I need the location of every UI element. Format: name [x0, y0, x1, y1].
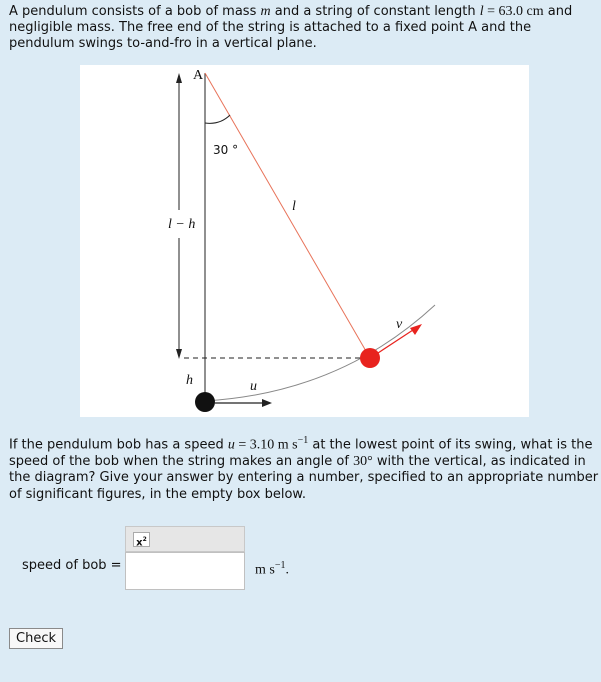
pendulum-svg — [80, 65, 529, 417]
length-symbol: l — [479, 4, 484, 19]
angle-value: 30° — [353, 453, 373, 469]
check-button[interactable]: Check — [9, 628, 63, 649]
u-arrowhead — [262, 399, 272, 407]
string-length-label: l — [292, 199, 296, 214]
answer-unit: m $s^{-1}$. — [255, 560, 289, 578]
question-intro: A pendulum consists of a bob of mass m and a string of constant length l = 63.0 cm and negligible mass. The free end of the string is attached to a fixed point A and the pendulum swings to-and-fro in a vertical plane. — [9, 4, 573, 51]
speed-value: = 3.10 m s — [234, 437, 298, 453]
h-label: h — [186, 373, 193, 388]
speed-exponent: −1 — [297, 435, 309, 446]
answer-label: speed of bob = — [22, 558, 122, 573]
speed-answer-input[interactable] — [125, 552, 245, 590]
answer-toolbar — [125, 526, 245, 552]
speed-symbol: u — [227, 437, 235, 453]
bob-lowest — [195, 392, 215, 412]
label-A: A — [193, 68, 204, 83]
v-arrowhead — [410, 324, 422, 335]
superscript-button[interactable]: $x^2$ — [133, 532, 150, 547]
bob-raised — [360, 348, 380, 368]
pendulum-diagram — [80, 65, 529, 417]
mass-symbol: m — [260, 4, 271, 19]
u-label: u — [250, 379, 257, 394]
l-minus-h-arrowhead-bottom — [176, 349, 182, 359]
l-minus-h-label: l − h — [168, 217, 196, 232]
v-label: v — [396, 317, 403, 332]
length-value: = 63.0 cm — [483, 4, 544, 19]
l-minus-h-arrowhead-top — [176, 73, 182, 83]
angle-label: 30 ° — [213, 143, 239, 157]
question-part: If the pendulum bob has a speed u = 3.10 m $s^{-1}$ at the lowest point of its swing, what is the speed of the bob when the string makes an angle of 30° with the vertical, as indicated in the diagram? Give your answer by entering a number, specified to an appropriate number of significant figures, in the empty box below. — [9, 435, 599, 502]
angle-arc — [205, 115, 230, 123]
